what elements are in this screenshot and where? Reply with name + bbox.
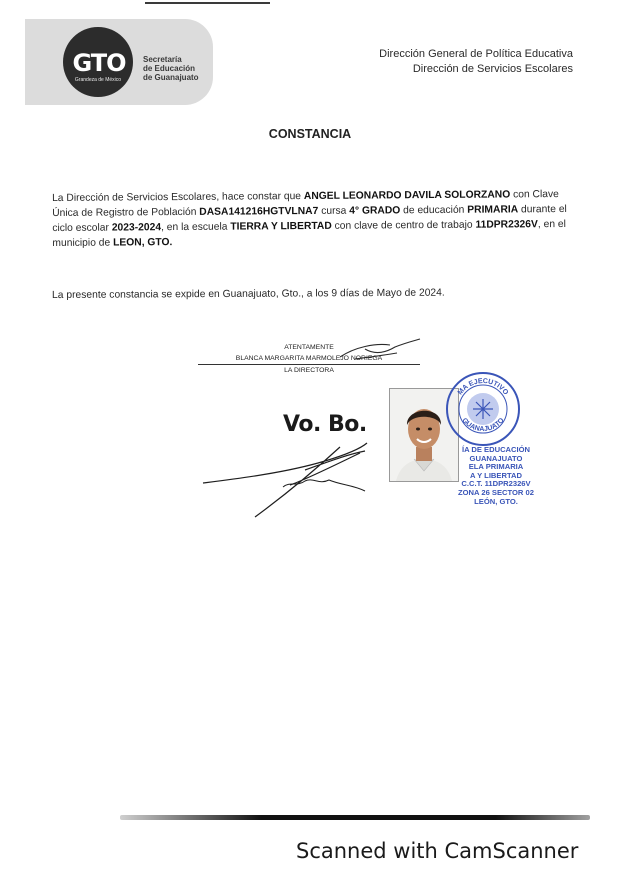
education-level: PRIMARIA xyxy=(467,204,519,216)
body-text-7: con clave de centro de trabajo xyxy=(331,219,476,232)
school-stamp xyxy=(441,446,551,506)
issued-statement: La presente constancia se expide en Guanajuato, Gto., a los 9 días de Mayo de 2024. xyxy=(52,287,445,301)
logo-org-name xyxy=(143,55,213,82)
body-text-5: durante el ciclo escolar xyxy=(52,203,567,234)
logo-tagline: Grandeza de México xyxy=(74,77,122,83)
body-text-4: de educación xyxy=(400,204,468,217)
vobo-approval: Vo. Bo. xyxy=(283,412,367,437)
body-text-1: La Dirección de Servicios Escolares, hace constar que xyxy=(52,191,304,204)
signature-attentive: ATENTAMENTE xyxy=(284,344,334,351)
stamp-line7: LEÓN, GTO. xyxy=(474,496,518,506)
signatory-role: LA DIRECTORA xyxy=(284,367,334,374)
top-scan-edge xyxy=(145,2,270,4)
header-department xyxy=(379,47,573,77)
body-text-3: cursa xyxy=(318,205,350,217)
logo-mark: GTO xyxy=(72,49,126,77)
student-name: ANGEL LEONARDO DAVILA SOLORZANO xyxy=(303,189,511,203)
header-line1: Dirección General de Política Educativa xyxy=(379,48,573,60)
document-title: CONSTANCIA xyxy=(268,127,352,141)
header-line2: Dirección de Servicios Escolares xyxy=(412,63,573,75)
curp: DASA141216HGTVLNA7 xyxy=(199,205,319,218)
municipality: LEON, GTO. xyxy=(113,237,173,249)
stamp-line6: ZONA 26 SECTOR 02 xyxy=(458,487,534,497)
signature-line xyxy=(198,364,420,365)
certificate-body xyxy=(52,187,574,251)
gto-logo xyxy=(25,19,213,105)
school-name: TIERRA Y LIBERTAD xyxy=(230,220,332,233)
body-text-6: , en la escuela xyxy=(161,221,231,234)
body-text-8: , en el municipio de xyxy=(52,218,566,249)
school-cycle: 2023-2024 xyxy=(111,222,162,234)
cct-code: 11DPR2326V xyxy=(475,219,538,231)
school-seal xyxy=(443,369,523,449)
stamp-line5: C.C.T. 11DPR2326V xyxy=(461,479,531,489)
stamp-line3: ELA PRIMARIA xyxy=(468,462,524,472)
stamp-line2: GUANAJUATO xyxy=(469,453,523,463)
stamp-line1: ÍA DE EDUCACIÓN xyxy=(461,445,531,454)
logo-org-line3: de Guanajuato xyxy=(143,73,199,82)
stamp-line4: A Y LIBERTAD xyxy=(469,470,523,480)
logo-org-line1: Secretaría xyxy=(143,55,182,64)
seal-ring-top: MA EJECUTIVO xyxy=(456,377,510,397)
grade: 4° GRADO xyxy=(349,205,401,217)
body-text-2: con Clave Única de Registro de Población xyxy=(52,189,559,219)
bottom-scan-edge xyxy=(120,815,590,820)
logo-org-line2: de Educación xyxy=(143,64,196,73)
seal-ring-bottom: GUANAJUATO xyxy=(460,417,506,434)
camscanner-watermark: Scanned with CamScanner xyxy=(296,839,579,863)
signatory-name: BLANCA MARGARITA MARMOLEJO NORIEGA xyxy=(235,355,383,362)
vobo-signature xyxy=(195,425,395,520)
